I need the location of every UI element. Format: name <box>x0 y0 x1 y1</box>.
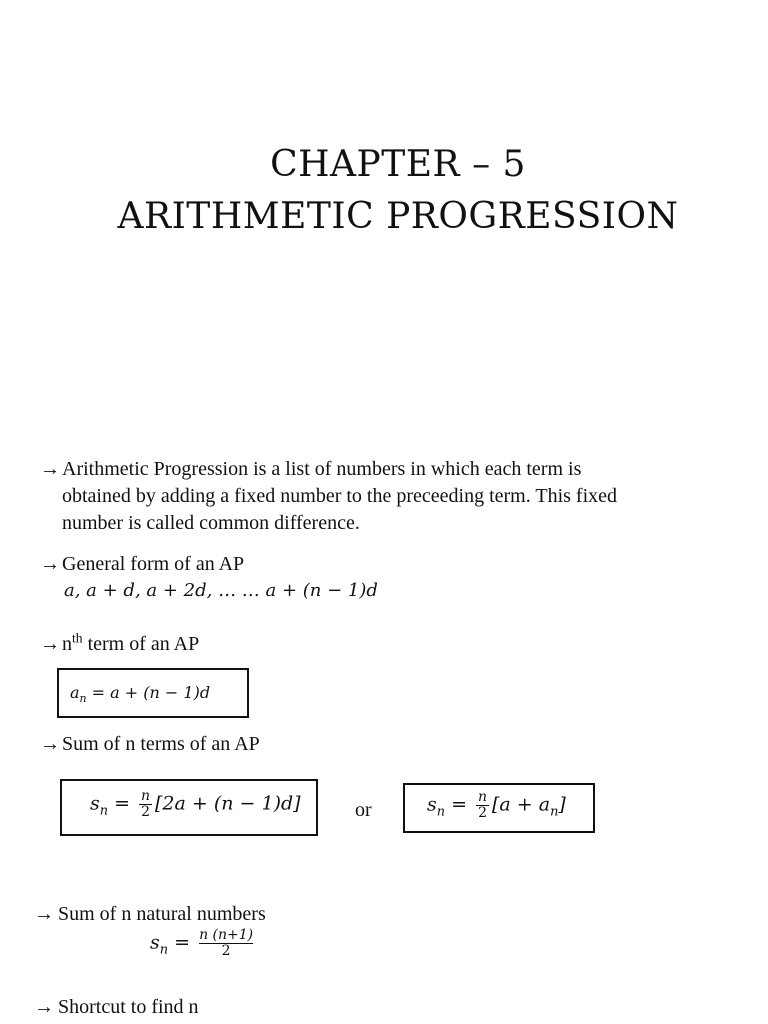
sum-formula-1-eq: = <box>114 792 131 815</box>
natural-sum-eq: = <box>174 931 191 954</box>
sum-formula-1-s: s <box>90 792 100 815</box>
natural-sum-fraction <box>199 928 253 959</box>
sum-formula-1-rhs: [2a + (n − 1)d] <box>155 792 301 815</box>
sum-formula-2-s: s <box>427 793 437 816</box>
nth-term-formula <box>70 683 211 706</box>
sum-formula-2-eq: = <box>451 793 468 816</box>
sum-formula-1 <box>90 789 301 820</box>
or-label: or <box>355 799 372 821</box>
sum-formula-1-sub: n <box>99 803 109 819</box>
arrow-bullet-sum: → <box>40 733 60 755</box>
definition-line-1: Arithmetic Progression is a list of numbers in which each term is <box>62 458 582 480</box>
natural-sum-num: n (n+1) <box>199 927 254 943</box>
sum-formula-2-fraction <box>476 790 489 821</box>
sum-formula-1-den: 2 <box>141 804 151 820</box>
arrow-bullet-nth: → <box>40 633 60 655</box>
nth-term-heading-text: term of an AP <box>87 633 200 655</box>
nth-term-formula-sub: n <box>79 692 87 706</box>
sum-formula-1-fraction <box>139 789 152 820</box>
definition-text <box>62 456 617 537</box>
general-form-formula: a, a + d, a + 2d, … … a + (n − 1)d <box>64 580 378 601</box>
nth-term-formula-box <box>57 668 249 718</box>
chapter-number: CHAPTER – 5 <box>270 144 526 185</box>
sum-formula-2-rhs-sub: n <box>550 804 559 820</box>
nth-term-heading-sup: th <box>72 630 83 646</box>
sum-formula-2-rhs-post: ] <box>558 793 566 816</box>
nth-term-formula-a: a <box>70 683 80 702</box>
natural-sum-heading: Sum of n natural numbers <box>58 903 266 925</box>
sum-formula-2-num: n <box>478 789 488 805</box>
definition-line-2: obtained by adding a fixed number to the preceeding term. This fixed <box>62 485 618 507</box>
natural-sum-formula <box>150 928 256 959</box>
nth-term-formula-rhs: = a + (n − 1)d <box>91 683 211 702</box>
natural-sum-sub: n <box>159 942 169 958</box>
natural-sum-den: 2 <box>199 943 253 959</box>
arrow-bullet-shortcut: → <box>34 996 54 1018</box>
arrow-bullet-general: → <box>40 553 60 575</box>
sum-formula-2-rhs-pre: [a + a <box>492 793 551 816</box>
sum-formula-2-sub: n <box>436 804 446 820</box>
nth-term-heading-n: n <box>62 633 72 655</box>
general-form-heading: General form of an AP <box>62 553 245 575</box>
natural-sum-s: s <box>150 931 160 954</box>
sum-formula-2 <box>427 790 566 821</box>
page-title: ARITHMETIC PROGRESSION <box>117 196 679 237</box>
nth-term-heading <box>62 631 199 658</box>
sum-formula-box-2 <box>403 783 595 833</box>
arrow-bullet-natural: → <box>34 903 54 925</box>
sum-formula-box-1 <box>60 779 318 836</box>
arrow-bullet-definition: → <box>40 458 60 480</box>
definition-line-3: number is called common difference. <box>62 512 360 534</box>
sum-formula-1-num: n <box>141 788 151 804</box>
sum-formula-2-den: 2 <box>478 805 488 821</box>
sum-terms-heading: Sum of n terms of an AP <box>62 733 260 755</box>
shortcut-heading: Shortcut to find n <box>58 996 199 1018</box>
